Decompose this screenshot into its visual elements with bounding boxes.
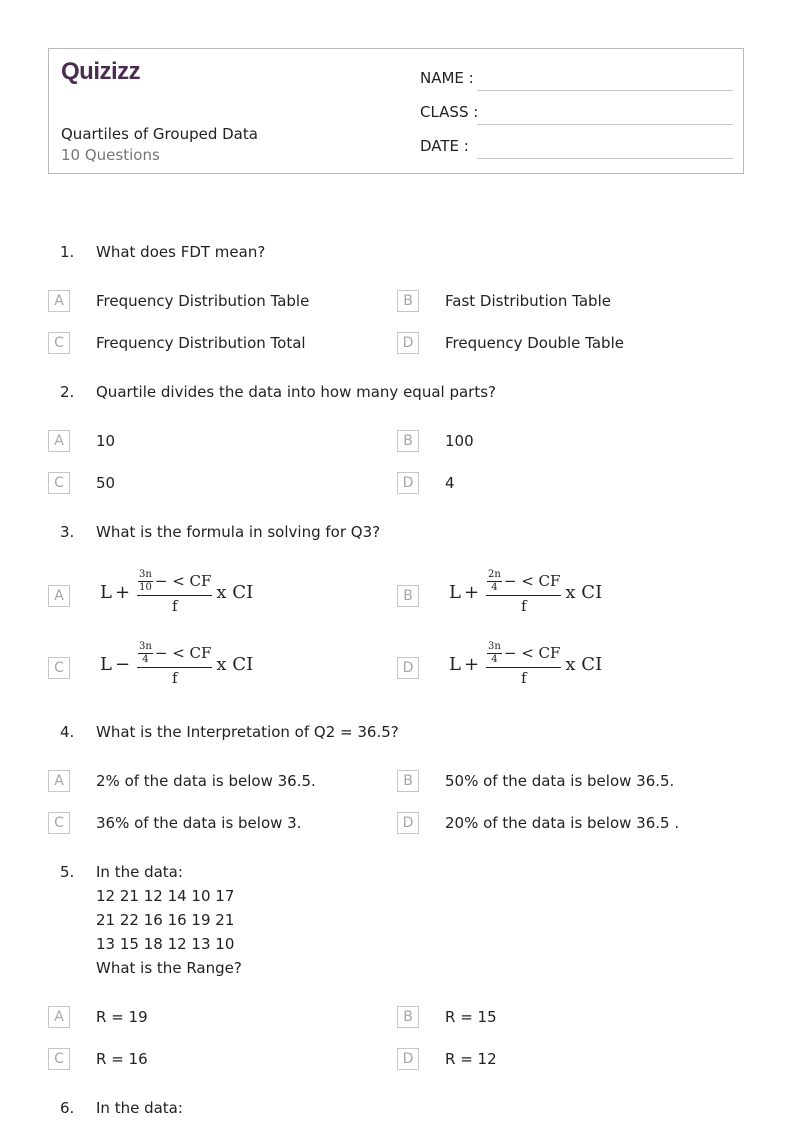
option-c-text[interactable]: Frequency Distribution Total [96, 334, 306, 352]
question-line: What is the Range? [96, 959, 242, 977]
formula-tail: x CI [216, 581, 254, 603]
name-label: NAME : [420, 69, 474, 87]
formula-fraction [137, 569, 212, 615]
formula-fraction [486, 641, 561, 687]
question-text: What is the Interpretation of Q2 = 36.5? [96, 723, 399, 741]
question-line: 13 15 18 12 13 10 [96, 935, 235, 953]
class-field[interactable] [420, 103, 733, 125]
formula-denominator: f [520, 597, 527, 615]
name-field[interactable] [420, 69, 733, 91]
formula-tail: x CI [216, 653, 254, 675]
option-a-badge[interactable]: A [48, 430, 70, 452]
date-label: DATE : [420, 137, 469, 155]
option-a-badge[interactable]: A [48, 290, 70, 312]
formula-minus-cf: − < CF [503, 644, 561, 662]
formula-fraction [137, 641, 212, 687]
small-numerator: 3n [139, 569, 152, 580]
formula-operator: + [463, 653, 480, 675]
question-line: 21 22 16 16 19 21 [96, 911, 235, 929]
option-d-badge[interactable]: D [397, 657, 419, 679]
option-b-text[interactable]: 50% of the data is below 36.5. [445, 772, 675, 790]
question-number: 4. [60, 723, 75, 741]
worksheet-header [48, 48, 744, 174]
worksheet-title: Quartiles of Grouped Data [61, 125, 258, 143]
option-a-badge[interactable]: A [48, 770, 70, 792]
question-text [96, 860, 242, 980]
option-d-badge[interactable]: D [397, 812, 419, 834]
question-text: What does FDT mean? [96, 243, 266, 261]
option-a-badge[interactable]: A [48, 585, 70, 607]
small-denominator: 4 [491, 582, 498, 593]
formula-denominator: f [171, 597, 178, 615]
class-label: CLASS : [420, 103, 479, 121]
option-c-formula[interactable] [100, 641, 253, 687]
option-b-text[interactable]: 100 [445, 432, 474, 450]
small-denominator: 4 [491, 654, 498, 665]
option-d-text[interactable]: 4 [445, 474, 455, 492]
option-d-badge[interactable]: D [397, 332, 419, 354]
option-c-text[interactable]: 36% of the data is below 3. [96, 814, 302, 832]
formula-tail: x CI [565, 653, 603, 675]
option-c-badge[interactable]: C [48, 1048, 70, 1070]
formula-minus-cf: − < CF [503, 572, 561, 590]
option-a-badge[interactable]: A [48, 1006, 70, 1028]
formula-minus-cf: − < CF [154, 644, 212, 662]
formula-denominator: f [520, 669, 527, 687]
question-text: Quartile divides the data into how many equal parts? [96, 383, 496, 401]
formula-lead: L [100, 581, 112, 603]
question-number: 2. [60, 383, 75, 401]
option-b-formula[interactable] [449, 569, 602, 615]
small-numerator: 3n [488, 641, 501, 652]
formula-lead: L [449, 653, 461, 675]
option-b-badge[interactable]: B [397, 770, 419, 792]
small-denominator: 10 [139, 582, 152, 593]
option-b-badge[interactable]: B [397, 430, 419, 452]
formula-tail: x CI [565, 581, 603, 603]
question-text: In the data: [96, 1099, 183, 1117]
option-c-badge[interactable]: C [48, 812, 70, 834]
question-line: 12 21 12 14 10 17 [96, 887, 235, 905]
option-a-text[interactable]: 10 [96, 432, 116, 450]
formula-operator: + [463, 581, 480, 603]
question-number: 1. [60, 243, 75, 261]
question-line: In the data: [96, 863, 183, 881]
formula-minus-cf: − < CF [154, 572, 212, 590]
option-c-text[interactable]: 50 [96, 474, 116, 492]
date-line[interactable] [477, 158, 733, 159]
formula-lead: L [100, 653, 112, 675]
question-count: 10 Questions [61, 146, 160, 164]
question-text: What is the formula in solving for Q3? [96, 523, 381, 541]
option-b-badge[interactable]: B [397, 585, 419, 607]
formula-denominator: f [171, 669, 178, 687]
quizizz-logo-mark [61, 57, 153, 85]
question-number: 5. [60, 863, 75, 881]
name-line[interactable] [477, 90, 733, 91]
option-a-text[interactable]: Frequency Distribution Table [96, 292, 310, 310]
option-c-badge[interactable]: C [48, 332, 70, 354]
formula-operator: − [114, 653, 131, 675]
option-b-text[interactable]: Fast Distribution Table [445, 292, 611, 310]
small-numerator: 2n [488, 569, 501, 580]
option-b-badge[interactable]: B [397, 290, 419, 312]
question-number: 3. [60, 523, 75, 541]
option-d-text[interactable]: 20% of the data is below 36.5 . [445, 814, 680, 832]
option-d-text[interactable]: Frequency Double Table [445, 334, 624, 352]
option-d-badge[interactable]: D [397, 1048, 419, 1070]
small-numerator: 3n [139, 641, 152, 652]
option-a-formula[interactable] [100, 569, 253, 615]
question-number: 6. [60, 1099, 75, 1117]
formula-lead: L [449, 581, 461, 603]
option-c-badge[interactable]: C [48, 472, 70, 494]
logo-wordmark: Quizizz [61, 58, 141, 85]
option-c-text[interactable]: R = 16 [96, 1050, 148, 1068]
option-a-text[interactable]: 2% of the data is below 36.5. [96, 772, 316, 790]
option-c-badge[interactable]: C [48, 657, 70, 679]
option-b-text[interactable]: R = 15 [445, 1008, 497, 1026]
option-d-formula[interactable] [449, 641, 602, 687]
option-b-badge[interactable]: B [397, 1006, 419, 1028]
class-line[interactable] [477, 124, 733, 125]
option-a-text[interactable]: R = 19 [96, 1008, 148, 1026]
date-field[interactable] [420, 137, 733, 159]
small-denominator: 4 [142, 654, 149, 665]
option-d-badge[interactable]: D [397, 472, 419, 494]
quizizz-logo [61, 57, 153, 89]
formula-operator: + [114, 581, 131, 603]
formula-fraction [486, 569, 561, 615]
option-d-text[interactable]: R = 12 [445, 1050, 497, 1068]
